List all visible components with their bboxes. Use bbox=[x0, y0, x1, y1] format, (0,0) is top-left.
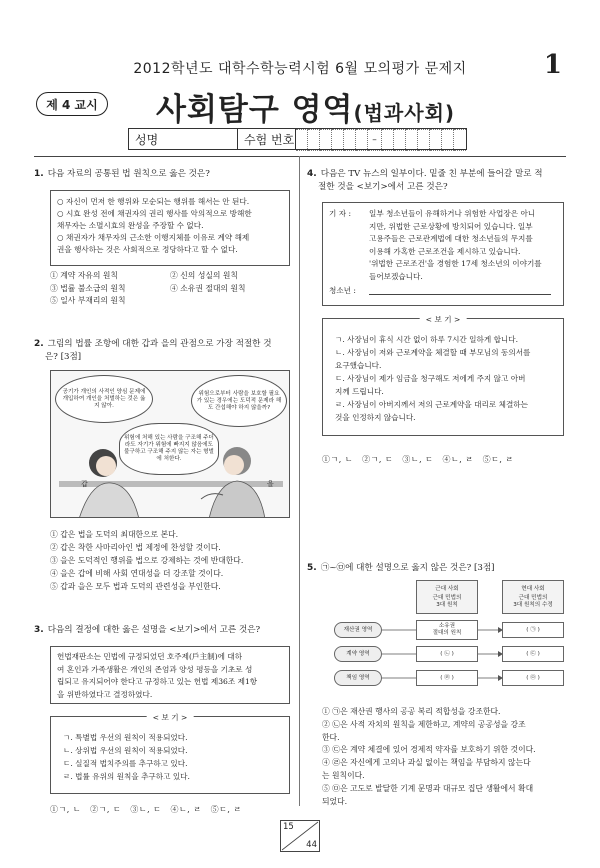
question-text: ㉠~㉤에 대한 설명으로 옳지 않은 것은? [3점] bbox=[320, 563, 495, 573]
option[interactable]: ② 신의 성실의 원칙 bbox=[170, 271, 238, 280]
modern-title: 근대 사회 bbox=[435, 585, 459, 592]
question-2-illustration bbox=[50, 370, 290, 518]
page-counter bbox=[280, 820, 320, 852]
option[interactable]: ① 갑은 법을 도덕의 최대한으로 본다. bbox=[50, 530, 179, 539]
question-number: 4. bbox=[307, 169, 317, 179]
youth-label: 청소년 : bbox=[329, 286, 356, 295]
bogi-item: 것을 인정하지 않습니다. bbox=[335, 413, 416, 422]
exam-title: 2012학년도 대학수학능력시험 6월 모의평가 문제지 bbox=[133, 61, 467, 77]
box-line: ○ 자신이 먼저 한 행위와 모순되는 행위를 해서는 안 된다. bbox=[57, 197, 250, 206]
row-label-liability: 책임 영역 bbox=[334, 670, 382, 686]
header-rule bbox=[34, 156, 566, 157]
question-1-stem bbox=[34, 168, 292, 181]
box-line: 헌법재판소는 민법에 규정되었던 호주제(戶主制)에 대하 bbox=[57, 652, 243, 661]
option[interactable]: ⑤ 갑과 을은 모두 법과 도덕의 관련성을 부인한다. bbox=[50, 582, 221, 591]
subject-name: 사회탐구 영역 bbox=[156, 92, 354, 128]
law-provision-bubble: 위험에 처해 있는 사람을 구조해 주더라도 자기가 위험에 빠지지 않음에도 불구하고 구조해 주지 않는 자는 형벌에 처한다. bbox=[119, 423, 219, 475]
question-5-stem bbox=[307, 562, 565, 575]
row-label-contract: 계약 영역 bbox=[334, 646, 382, 662]
option[interactable]: ⑤ ㉤은 고도로 발달한 기계 문명과 대규모 집단 생활에서 확대 bbox=[322, 783, 534, 793]
option[interactable]: ③ ㉢은 계약 체결에 있어 경제적 약자를 보호하기 위한 것이다. bbox=[322, 745, 536, 755]
reporter-label: 기 자 : bbox=[329, 209, 352, 218]
current-subtitle: 근대 민법의 3대 원칙의 수정 bbox=[513, 594, 553, 608]
option[interactable]: ② ㉡은 사적 자치의 원칙을 제한하고, 계약의 공공성을 강조 bbox=[322, 719, 526, 729]
modern-society-header bbox=[416, 580, 478, 614]
column-divider bbox=[299, 156, 300, 806]
question-3-stem bbox=[34, 624, 292, 637]
answer-blank bbox=[369, 285, 551, 295]
option-continuation: 는 원칙이다. bbox=[322, 770, 365, 780]
question-1-box bbox=[50, 190, 290, 266]
student-id-row bbox=[128, 128, 467, 150]
bogi-item: ㄱ. 특별법 우선의 원칙이 적용되었다. bbox=[63, 733, 188, 742]
reporter-line: 이용해 가혹한 근로조건을 제시하고 있습니다. bbox=[369, 246, 521, 256]
exam-number-boxes[interactable]: – bbox=[296, 128, 467, 150]
modern-subtitle: 근대 민법의 3대 원칙 bbox=[432, 594, 462, 608]
option[interactable]: ② 갑은 착한 사마리아인 법 제정에 찬성할 것이다. bbox=[50, 543, 221, 552]
name-field[interactable] bbox=[128, 128, 238, 150]
option[interactable]: ③ 을은 도덕적인 행위를 법으로 강제하는 것에 반대한다. bbox=[50, 556, 244, 565]
question-number: 1. bbox=[34, 169, 44, 179]
bogi-item: ㄱ. 사장님이 휴식 시간 없이 하루 7시간 일하게 합니다. bbox=[335, 335, 519, 344]
cell-contract-modern: ( ㉡ ) bbox=[416, 646, 478, 662]
current-page: 15 bbox=[283, 822, 294, 832]
period-badge: 제 4 교시 bbox=[36, 92, 108, 116]
option[interactable]: ③ 법률 불소급의 원칙 bbox=[50, 283, 126, 293]
reporter-line: '위법한 근로조건'을 경험한 17세 청소년의 이야기를 bbox=[369, 259, 542, 268]
box-line: 채무자는 소멸시효의 완성을 주장할 수 없다. bbox=[57, 221, 204, 230]
subject-title bbox=[156, 84, 455, 129]
bogi-item: ㄴ. 상위법 우선의 원칙이 적용되었다. bbox=[63, 746, 188, 755]
box-line: 권을 행사하는 것은 사회적으로 정당하다고 할 수 없다. bbox=[57, 245, 238, 254]
exam-number-label-cell bbox=[238, 128, 296, 150]
reporter-line: 들어보겠습니다. bbox=[369, 271, 423, 281]
question-text: 다음 자료의 공통된 법 원칙으로 옳은 것은? bbox=[47, 169, 210, 179]
bogi-item: ㄹ. 법률 유위의 원칙을 추구하고 있다. bbox=[63, 772, 190, 781]
question-text: 다음의 결정에 대한 옳은 설명을 <보기>에서 고른 것은? bbox=[47, 625, 261, 635]
person-a-label: 갑 bbox=[81, 480, 88, 488]
question-4-stem bbox=[307, 168, 565, 193]
question-number: 2. bbox=[34, 339, 44, 349]
question-number: 5. bbox=[307, 563, 317, 573]
cell-liability-modern: ( ㉣ ) bbox=[416, 670, 478, 686]
option[interactable]: ① 계약 자유의 원칙 bbox=[50, 271, 118, 280]
name-label: 성명 bbox=[135, 132, 159, 147]
option[interactable]: ⑤ 일사 부재리의 원칙 bbox=[50, 296, 126, 305]
cell-property-current: ( ㉠ ) bbox=[502, 622, 564, 638]
question-4-choices[interactable]: ①ㄱ, ㄴ ②ㄱ, ㄷ ③ㄴ, ㄷ ④ㄴ, ㄹ ⑤ㄷ, ㄹ bbox=[322, 455, 514, 464]
bogi-item: ㄷ. 실질적 법치주의를 추구하고 있다. bbox=[63, 759, 188, 768]
box-line: 여 혼인과 가족생활은 개인의 존엄과 양성 평등을 기초로 성 bbox=[57, 664, 253, 674]
box-line: 립되고 유지되어야 한다고 규정하고 있는 헌법 제36조 제1항 bbox=[57, 677, 258, 686]
cell-property-modern: 소유권 절대의 원칙 bbox=[416, 620, 478, 640]
subject-subtitle: (법과사회) bbox=[353, 101, 456, 125]
question-text: 그림의 법률 조항에 대한 갑과 을의 관점으로 가장 적절한 것 bbox=[47, 339, 272, 349]
bogi-item: ㄹ. 사장님이 아버지께서 저의 근로계약을 대리로 체결하는 bbox=[335, 400, 528, 409]
question-2-stem bbox=[34, 338, 292, 363]
question-1-options bbox=[50, 270, 290, 308]
current-title: 현대 사회 bbox=[521, 585, 545, 592]
question-text: 절한 것을 <보기>에서 고른 것은? bbox=[318, 181, 448, 192]
exam-number-label: 수험 번호 bbox=[244, 132, 295, 147]
option[interactable]: ④ 을은 갑에 비해 사회 연대성을 더 강조할 것이다. bbox=[50, 569, 224, 578]
question-5-diagram bbox=[330, 580, 564, 692]
reporter-line: 일부 청소년들이 유해하거나 위험한 사업장은 아니 bbox=[369, 209, 536, 218]
bogi-item: 요구했습니다. bbox=[335, 361, 382, 370]
box-line: 을 위반하였다고 결정하였다. bbox=[57, 689, 153, 699]
page-number: 1 bbox=[543, 50, 562, 80]
cell-contract-current: ( ㉢ ) bbox=[502, 646, 564, 662]
box-line: ○ 채권자가 채무자의 근소한 이행지체를 이유로 계약 해제 bbox=[57, 233, 250, 242]
option-continuation: 한다. bbox=[322, 732, 340, 742]
question-3-bogi bbox=[50, 713, 290, 794]
bogi-label: < 보 기 > bbox=[147, 711, 194, 724]
speech-bubble-b: 위험으로부터 사람을 보호할 필요가 있는 경우에는 도덕적 문제라 해도 간섭해야 하지 않을까? bbox=[191, 375, 287, 427]
question-4-bogi bbox=[322, 315, 564, 436]
reporter-line: 지만, 위법한 근로상황에 방치되어 있습니다. 일부 bbox=[369, 221, 533, 231]
option[interactable]: ④ ㉣은 자신에게 고의나 과실 없이는 책임을 부담하지 않는다 bbox=[322, 758, 531, 768]
question-4-box bbox=[322, 202, 564, 306]
question-text: 은? [3점] bbox=[45, 351, 82, 362]
row-label-property: 재산권 영역 bbox=[334, 622, 382, 638]
question-number: 3. bbox=[34, 625, 44, 635]
bogi-label: < 보 기 > bbox=[420, 313, 467, 326]
question-5-options bbox=[322, 706, 567, 808]
option-continuation: 되었다. bbox=[322, 796, 348, 806]
question-3-box bbox=[50, 646, 290, 704]
reporter-line: 고용주들은 근로관계법에 대한 청소년들의 무지를 bbox=[369, 234, 533, 243]
box-line: ○ 시효 완성 전에 채권자의 권리 행사를 악의적으로 방해한 bbox=[57, 209, 252, 218]
person-b-label: 을 bbox=[267, 480, 274, 488]
cell-liability-current: ( ㉤ ) bbox=[502, 670, 564, 686]
bogi-item: ㄷ. 사장님이 제가 임금을 청구해도 저에게 주지 않고 아버 bbox=[335, 374, 526, 383]
bogi-item: ㄴ. 사장님이 저와 근로계약을 체결할 때 부모님의 동의서를 bbox=[335, 348, 531, 357]
bogi-item: 지께 드립니다. bbox=[335, 387, 384, 396]
current-society-header bbox=[502, 580, 564, 614]
question-text: 다음은 TV 뉴스의 일부이다. 밑줄 친 부분에 들어갈 말로 적 bbox=[320, 169, 543, 179]
question-2-options bbox=[50, 528, 295, 593]
speech-bubble-a: 공기가 개인의 사적인 양심 문제에 개입하여 개인을 처벌하는 것은 옳지 않아. bbox=[55, 375, 153, 423]
option[interactable]: ① ㉠은 재산권 행사의 공공 복리 적합성을 강조한다. bbox=[322, 707, 501, 716]
option[interactable]: ④ 소유권 절대의 원칙 bbox=[170, 283, 246, 293]
question-3-choices[interactable]: ①ㄱ, ㄴ ②ㄱ, ㄷ ③ㄴ, ㄷ ④ㄴ, ㄹ ⑤ㄷ, ㄹ bbox=[50, 805, 242, 814]
total-pages: 44 bbox=[306, 840, 317, 850]
